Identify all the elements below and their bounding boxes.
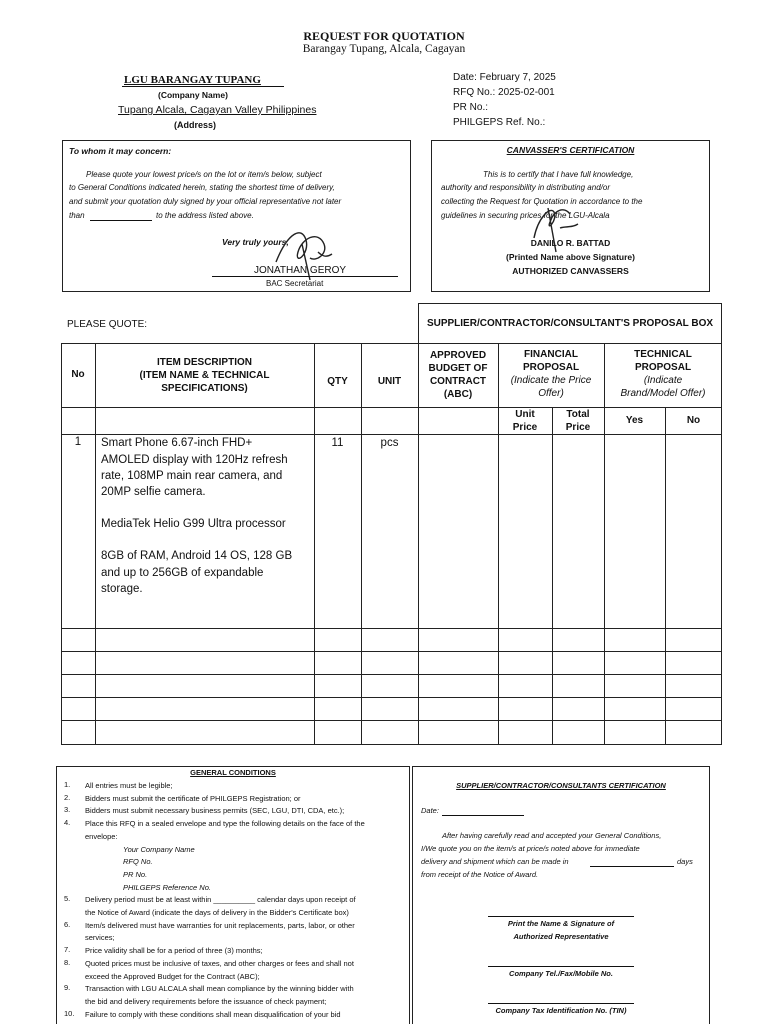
canvasser-name-caption: (Printed Name above Signature) [506,252,635,262]
supplier-body-line-2: I/We quote you on the item/s at price/s noted above for immediate [421,844,640,853]
gc-item-text: RFQ No. [123,857,153,867]
document-title: REQUEST FOR QUOTATION [303,29,465,43]
gc-item-text: Item/s delivered must have warranties for unit replacements, parts, labor, or other [85,920,355,930]
col-header-yes: Yes [625,415,644,426]
canvasser-body-line-2: authority and responsibility in distributing and/or [441,183,610,192]
item-desc-line-3: rate, 108MP main rear camera, and [101,470,283,482]
col-header-abc-1: APPROVED [429,350,487,361]
quote-table [61,343,722,745]
item-desc-line-2: AMOLED display with 120Hz refresh [101,454,288,466]
col-header-tech-2: PROPOSAL [634,362,692,373]
document-subtitle: Barangay Tupang, Alcala, Cagayan [302,43,466,55]
gc-item-text: Bidders must submit necessary business permits (SEC, LGU, DTI, CDA, etc.); [85,806,345,816]
supplier-body-line-1: After having carefully read and accepted your General Conditions, [442,831,662,840]
item-unit: pcs [380,437,399,449]
col-header-unit-price-2: Price [512,422,538,433]
letter-body-line-2: to General Conditions indicated herein, stating the shortest time of delivery, [69,183,335,192]
letter-body-line-4b: to the address listed above. [156,211,254,220]
col-header-fin-4: Offer) [538,388,564,399]
item-no: 1 [74,436,82,448]
gc-item-number: 6. [64,919,71,929]
letter-body-line-1: Please quote your lowest price/s on the lot or item/s below, subject [86,170,322,179]
item-desc-line-1: Smart Phone 6.67-inch FHD+ [101,437,253,449]
col-header-tech-3: (Indicate [643,375,683,386]
gc-item-text: Quoted prices must be inclusive of taxes, and other charges or fees and shall not [85,958,354,968]
supplier-body-line-4: from receipt of the Notice of Award. [421,870,539,879]
rfq-number: RFQ No.: 2025-02-001 [453,87,555,98]
col-header-desc-1: ITEM DESCRIPTION [156,357,252,368]
col-header-tech-4: Brand/Model Offer) [620,388,706,399]
signatory-name: JONATHAN GEROY [254,265,347,276]
gc-item-text: Bidders must submit the certificate of PHILGEPS Registration; or [85,793,301,803]
gc-item-text: Transaction with LGU ALCALA shall mean compliance by the winning bidder with [85,984,354,994]
canvasser-heading: CANVASSER'S CERTIFICATION [506,145,635,155]
company-name-caption: (Company Name) [158,90,228,100]
company-name: LGU BARANGAY TUPANG [124,74,261,86]
col-header-abc-2: BUDGET OF [428,363,488,374]
col-header-no-col: No [686,415,701,426]
col-header-fin-2: PROPOSAL [522,362,580,373]
supplier-cert-heading: SUPPLIER/CONTRACTOR/CONSULTANTS CERTIFICATION [456,781,666,790]
gc-item-number: 3. [64,805,71,815]
supplier-body-line-3: delivery and shipment which can be made in [421,857,569,866]
supplier-body-line-3b: days [677,857,693,866]
company-address: Tupang Alcala, Cagayan Valley Philippines [118,104,317,116]
gc-item-text: All entries must be legible; [85,781,173,790]
gc-item-text: exceed the Approved Budget for the Contract (ABC); [85,971,260,981]
col-header-abc-4: (ABC) [443,389,473,400]
col-header-desc-2: (ITEM NAME & TECHNICAL [139,370,270,381]
please-quote-label: PLEASE QUOTE: [67,319,148,330]
gc-item-text: Your Company Name [123,844,195,854]
gc-item-number: 2. [64,792,71,802]
gc-item-number: 5. [64,894,71,904]
item-desc-line-4: 20MP selfie camera. [101,486,206,498]
col-header-unit: UNIT [377,376,402,387]
general-conditions-heading: GENERAL CONDITIONS [190,768,276,777]
gc-item-text: envelope: [85,831,118,841]
supplier-cert-box [412,766,710,1024]
col-header-fin-1: FINANCIAL [524,349,578,360]
pr-number: PR No.: [453,102,489,113]
col-header-total-price-1: Total [566,409,590,420]
canvasser-role: AUTHORIZED CANVASSERS [512,266,629,276]
philgeps-ref: PHILGEPS Ref. No.: [453,117,546,128]
item-desc-line-5: MediaTek Helio G99 Ultra processor [101,518,286,530]
supplier-sig-caption-1: Print the Name & Signature of [507,919,615,928]
canvasser-body-line-4: guidelines in securing prices for the LGU-Alcala [441,211,610,220]
gc-item-number: 4. [64,818,71,828]
gc-item-text: the bid and delivery requirements before the issuance of check payment; [85,996,327,1006]
proposal-box-title: SUPPLIER/CONTRACTOR/CONSULTANT'S PROPOSAL BOX [426,318,714,329]
col-header-fin-3: (Indicate the Price [510,375,592,386]
item-desc-line-6: 8GB of RAM, Android 14 OS, 128 GB [101,550,293,562]
supplier-date-label: Date: [421,806,439,815]
gc-item-number: 1. [64,780,71,789]
signatory-role: BAC Secretariat [266,279,324,288]
gc-item-text: Place this RFQ in a sealed envelope and type the following details on the face of the [85,819,365,829]
item-desc-line-8: storage. [101,583,143,595]
gc-item-number: 9. [64,983,71,993]
gc-item-text: Price validity shall be for a period of three (3) months; [85,946,263,956]
gc-item-text: PHILGEPS Reference No. [123,882,211,892]
date-field: Date: February 7, 2025 [453,72,556,83]
item-qty: 11 [331,437,344,449]
col-header-total-price-2: Price [565,422,591,433]
letter-body-line-3: and submit your quotation duly signed by your official representative not later [69,197,342,206]
gc-item-text: the Notice of Award (indicate the days of delivery in the Bidder's Certificate box) [85,908,349,917]
col-header-no: No [71,369,85,380]
gc-item-text: Delivery period must be at least within __________ calendar days upon receipt of [85,895,356,905]
supplier-tel-caption: Company Tel./Fax/Mobile No. [509,969,613,978]
col-header-tech-1: TECHNICAL [634,349,692,360]
salutation: To whom it may concern: [69,146,172,156]
col-header-abc-3: CONTRACT [429,376,487,387]
gc-item-number: 7. [64,945,71,955]
item-desc-line-7: and up to 256GB of expandable [101,567,264,579]
gc-item-number: 10. [64,1008,75,1018]
closing: Very truly yours, [222,237,289,247]
col-header-desc-3: SPECIFICATIONS) [161,383,248,394]
col-header-unit-price-1: Unit [515,409,535,420]
canvasser-name: DANILO R. BATTAD [530,238,611,248]
gc-item-text: services; [85,933,115,943]
canvasser-body-line-1: This is to certify that I have full knowledge, [483,170,634,179]
supplier-sig-caption-2: Authorized Representative [513,932,609,941]
canvasser-signature-icon [520,198,590,258]
gc-item-text: Failure to comply with these conditions shall mean disqualification of your bid [85,1009,341,1019]
gc-item-text: PR No. [123,869,148,879]
company-address-caption: (Address) [174,120,217,130]
letter-body-line-4a: than [69,211,85,220]
gc-item-number: 8. [64,957,71,967]
canvasser-body-line-3: collecting the Request for Quotation in accordance to the [441,197,643,206]
supplier-tin-caption: Company Tax Identification No. (TIN) [495,1006,627,1015]
col-header-qty: QTY [327,376,348,387]
